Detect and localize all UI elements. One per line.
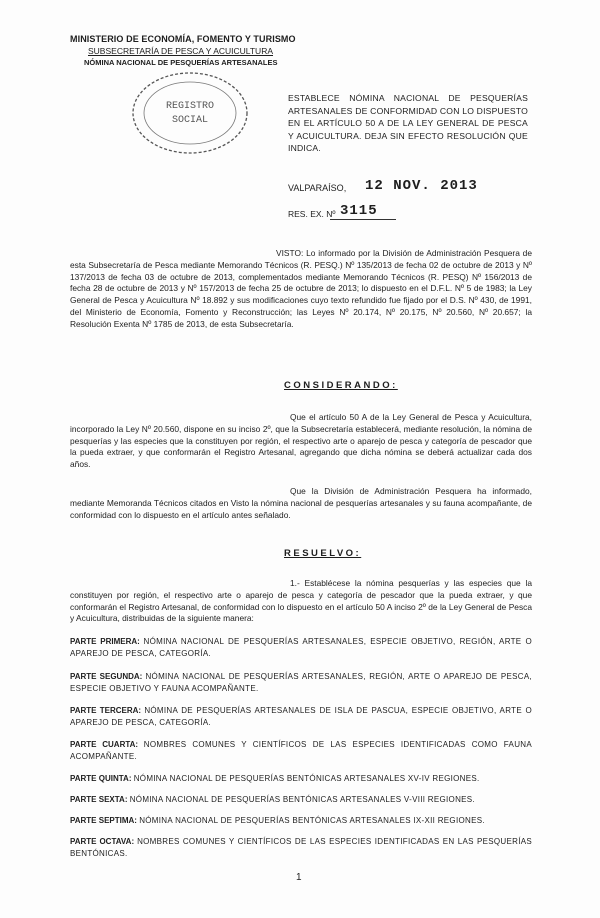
resolution-date: 12 NOV. 2013 <box>365 178 478 194</box>
resolution-number: 3115 <box>340 203 378 219</box>
stamp-seal-icon <box>130 70 250 156</box>
subsecretaria-heading: SUBSECRETARÍA DE PESCA Y ACUICULTURA <box>88 46 274 56</box>
parte-octava: PARTE OCTAVA: NOMBRES COMUNES Y CIENTÍFICOS DE LAS ESPECIES IDENTIFICADAS EN LAS PESQUERÍAS BENTÓNICAS. <box>70 837 532 858</box>
page-number: 1 <box>296 872 302 883</box>
ministry-heading: MINISTERIO DE ECONOMÍA, FOMENTO Y TURISMO <box>70 34 296 44</box>
place-label: VALPARAÍSO, <box>288 183 347 193</box>
parte-segunda: PARTE SEGUNDA: NÓMINA NACIONAL DE PESQUERÍAS ARTESANALES, REGIÓN, ARTE O APAREJO DE PESCA, ESPECIE OBJETIVO Y FAUNA ACOMPAÑANTE. <box>70 672 532 693</box>
considerando-paragraph-2: Que la División de Administración Pesquera ha informado, mediante Memoranda Técnicos citados en Visto la nómina nacional de pesquerías artesanales y su fauna acompañante, de conformidad con lo dispuesto en el artículo antes señalado. <box>70 486 532 520</box>
parte-primera: PARTE PRIMERA: NÓMINA NACIONAL DE PESQUERÍAS ARTESANALES, ESPECIE OBJETIVO, REGIÓN, ARTE O APAREJO DE PESCA, CATEGORÍA. <box>70 637 533 658</box>
official-stamp <box>130 70 250 156</box>
parte-septima: PARTE SEPTIMA: NÓMINA NACIONAL DE PESQUERÍAS BENTÓNICAS ARTESANALES IX-XII REGIONES. <box>70 816 485 825</box>
resolution-underline <box>330 219 396 220</box>
resolution-label: RES. EX. Nº <box>288 209 336 219</box>
resolution-title: ESTABLECE NÓMINA NACIONAL DE PESQUERÍAS ARTESANALES DE CONFORMIDAD CON LO DISPUESTO EN EL ARTÍCULO 50 A DE LA LEY GENERAL DE PESCA Y ACUICULTURA. DEJA SIN EFECTO RESOLUCIÓN QUE INDICA. <box>288 93 528 154</box>
considerando-paragraph-1: Que el artículo 50 A de la Ley General de Pesca y Acuicultura, incorporado la Ley Nº 20.560, dispone en su inciso 2º, que la Subsecretaría establecerá, mediante resolución, la nómina de pesquerías y las especies que la constituyen por región, el respectivo arte o aparejo de pesca y categoría de pescador que la pueda extraer, y que conformarán el Registro Artesanal, agregando que dicha nómina se deberá actualizar cada dos años. <box>70 412 532 470</box>
parte-cuarta: PARTE CUARTA: NOMBRES COMUNES Y CIENTÍFICOS DE LAS ESPECIES IDENTIFICADAS COMO FAUNA ACOMPAÑANTE. <box>70 740 532 761</box>
visto-paragraph: VISTO: Lo informado por la División de Administración Pesquera de esta Subsecretaría de Pesca mediante Memorando Técnicos (R. PESQ.) Nº 135/2013 de fecha 02 de octubre de 2013 y Nº 137/2013 de fecha 03 de octubre de 2013, complementados mediante Memorando Técnicos (R. PESQ) Nº 156/2013 de fecha 28 de octubre de 2013 y Nº 157/2013 de fecha 25 de octubre de 2013; lo dispuesto en el D.F.L. Nº 5 de 1983; la Ley General de Pesca y Acuicultura Nº 18.892 y sus modificaciones cuyo texto refundido fue fijado por el D.S. Nº 430, de 1991, del Ministerio de Economía, Fomento y Reconstrucción; las Leyes Nº 20.174, Nº 20.175, Nº 20.560, Nº 20.657; la Resolución Exenta Nº 1785 de 2013, de esta Subsecretaría. <box>70 248 532 329</box>
considerando-heading: CONSIDERANDO: <box>284 380 398 391</box>
parte-tercera: PARTE TERCERA: NÓMINA DE PESQUERÍAS ARTESANALES DE ISLA DE PASCUA, ESPECIE OBJETIVO, ARTE O APAREJO DE PESCA, CATEGORÍA. <box>70 706 532 727</box>
stamp-line2: SOCIAL <box>171 115 209 126</box>
stamp-line1: REGISTRO <box>165 101 215 112</box>
parte-quinta: PARTE QUINTA: NÓMINA NACIONAL DE PESQUERÍAS BENTÓNICAS ARTESANALES XV-IV REGIONES. <box>70 774 480 783</box>
resuelvo-paragraph-1: 1.- Establécese la nómina pesquerías y las especies que la constituyen por región, el respectivo arte o aparejo de pesca y categoría de pescador que la pueda extraer, y que conformarán el Registro Artesanal, de conformidad con lo dispuesto en el artículo 50 A inciso 2º de la Ley General de Pesca y Acuicultura, distribuidas de la siguiente manera: <box>70 578 532 624</box>
parte-sexta: PARTE SEXTA: NÓMINA NACIONAL DE PESQUERÍAS BENTÓNICAS ARTESANALES V-VIII REGIONES. <box>70 795 475 804</box>
nomina-heading: NÓMINA NACIONAL DE PESQUERÍAS ARTESANALES <box>84 58 278 67</box>
resuelvo-heading: RESUELVO: <box>284 548 362 559</box>
